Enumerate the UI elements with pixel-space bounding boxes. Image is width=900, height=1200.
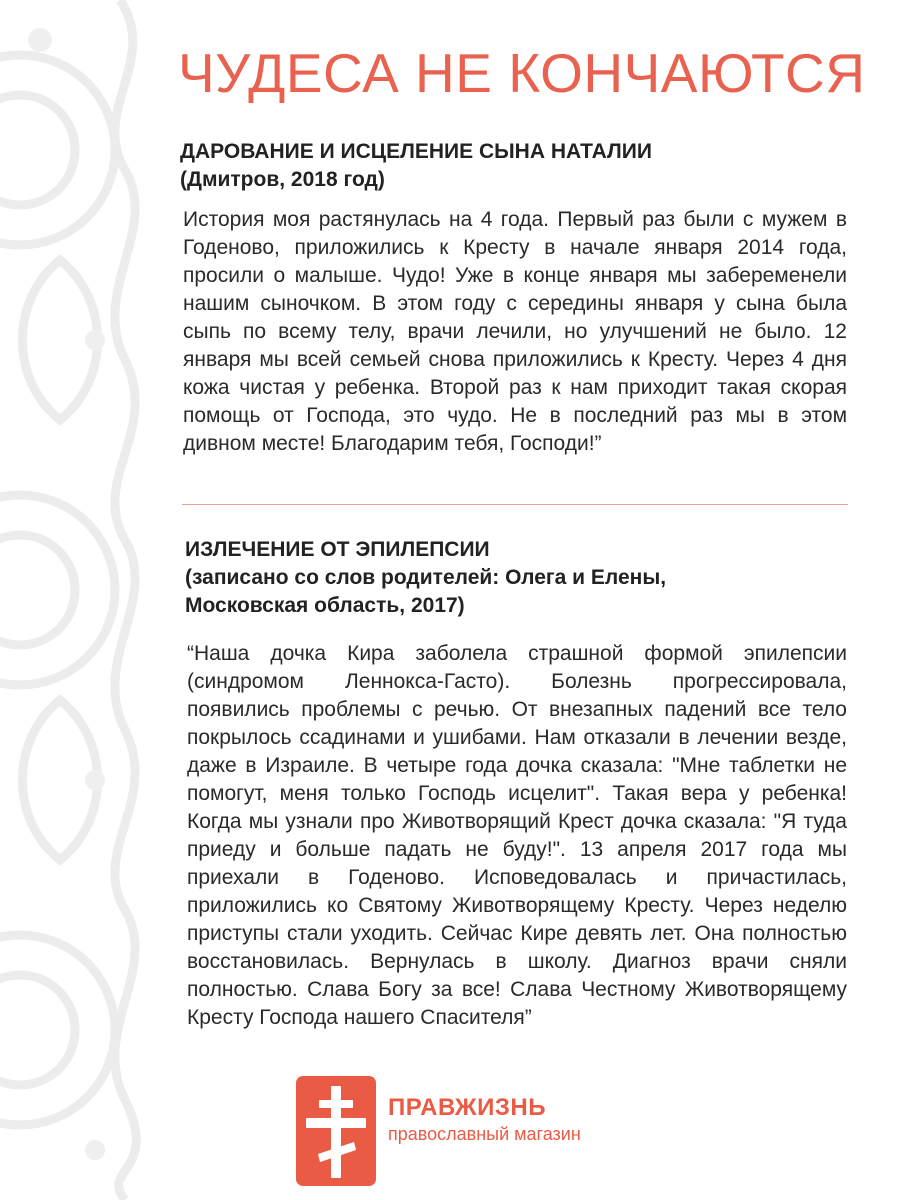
story-2-text-line: полностью. Слава Богу за все! Слава Честному [187,978,676,1001]
brand-tagline: православный магазин [388,1124,581,1144]
story-1-text-line: Благодарим тебя, Господи!” [331,432,602,455]
story-2-text-line: Такая вера у ребенка! Когда мы узнали про Животворящий [187,782,848,833]
story-2-text-line: “Наша дочка Кира заболела страшной формой эпилепсии [187,642,847,665]
story-1-heading-line: (Дмитров, 2018 год) [180,168,385,191]
story-1-text-line: приложились к Кресту. Через 4 дня кожа чистая у ребенка. [183,348,847,399]
story-1-text-line: января у сына была сыпь по всему телу, врачи лечили, но [183,292,848,343]
story-1-heading [180,138,652,194]
story-2-heading-line: ИЗЛЕЧЕНИЕ ОТ ЭПИЛЕПСИИ [185,538,490,561]
story-1-text-line: История моя растянулась на 4 года. Первый раз были с [183,208,754,231]
story-2-text-line: тело покрылось ссадинами и ушибами. Нам отказали в [187,698,847,749]
story-2-text-line: "Мне таблетки не помогут, меня только Господь исцелит". [187,754,847,805]
ornament-border [0,0,150,1200]
story-1-text-line: Второй раз к нам приходит такая скорая помощь от Господа, [183,376,847,427]
story-2-body [187,640,847,1032]
story-1-text-line: это чудо. Не в последний раз мы в этом дивном месте! [183,404,848,455]
story-2-text-line: лечении везде, даже в Израиле. В четыре года дочка сказала: [187,726,847,777]
story-2-text-line: восстановилась. Вернулась в школу. Диагноз врачи сняли [187,950,847,973]
section-divider [182,504,848,505]
brand-name: ПРАВЖИЗНЬ [388,1094,546,1121]
story-2-heading-line: (записано со слов родителей: Олега и Елены, [185,566,667,589]
story-2-heading-line: Московская область, 2017) [185,594,465,617]
story-1-text-line: забеременели нашим сыночком. В этом году с середины [183,264,847,315]
story-1-body [183,206,847,458]
story-2-text-line: появились проблемы с речью. От внезапных падений все [187,698,791,721]
story-1-text-line: мужем в Годеново, приложились к Кресту в начале января [183,208,847,259]
story-2-text-line: Исповедовалась и причастилась, приложились ко Святому [187,866,847,917]
story-1-heading-line: ДАРОВАНИЕ И ИСЦЕЛЕНИЕ СЫНА НАТАЛИИ [180,140,652,163]
page-title: ЧУДЕСА НЕ КОНЧАЮТСЯ [178,42,866,104]
brand-block [296,1076,626,1186]
story-1-text-line: 2014 года, просили о малыше. Чудо! Уже в конце января мы [183,236,847,287]
story-2-text-line: Животворящему Кресту Господа нашего Спасителя” [187,978,847,1029]
story-2-text-line: уходить. Сейчас Кире девять лет. Она полностью [350,922,847,945]
brand-logo [296,1076,376,1186]
story-2-text-line: Животворящему Кресту. Через неделю приступы стали [187,894,847,945]
story-2-heading [185,536,666,620]
story-2-text-line: буду!". 13 апреля 2017 года мы приехали в Годеново. [187,838,847,889]
orthodox-cross-icon [296,1076,376,1186]
story-2-text-line: Крест дочка сказала: "Я туда приеду и больше падать не [187,810,847,861]
story-1-text-line: улучшений не было. 12 января мы всей семьей снова [183,320,847,371]
story-2-text-line: (синдромом Леннокса-Гасто). Болезнь прогрессировала, [187,670,847,693]
